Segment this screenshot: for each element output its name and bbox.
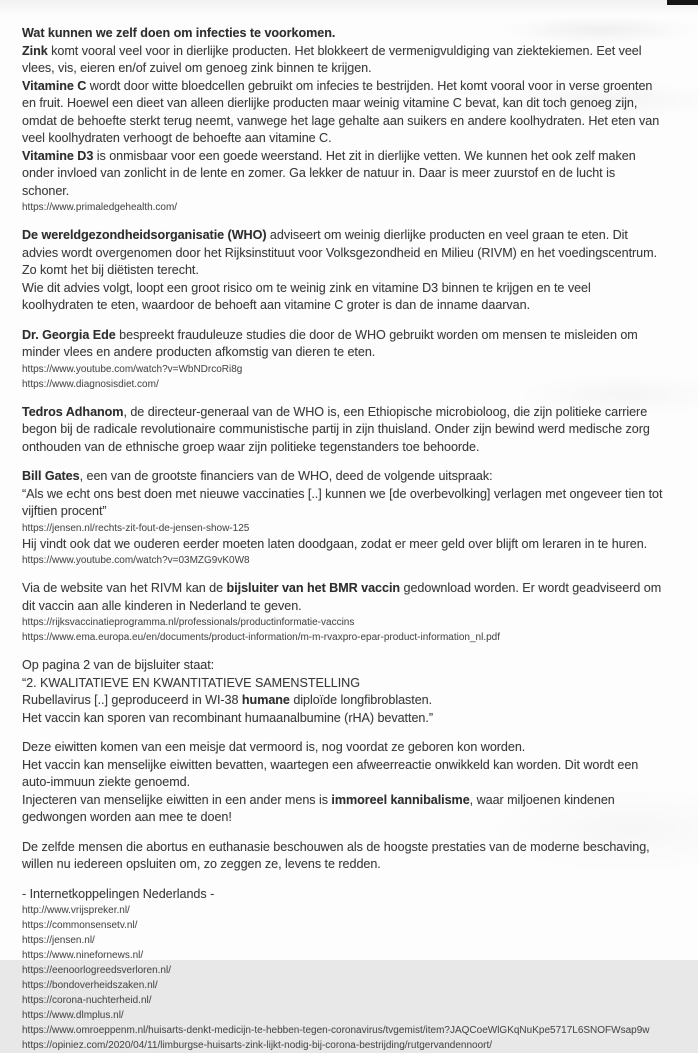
url-text: https://eenoorlogreedsverloren.nl/ <box>22 963 664 978</box>
paragraph <box>22 692 664 710</box>
url-text: https://www.dlmplus.nl/ <box>22 1008 664 1023</box>
paragraph <box>22 43 664 78</box>
body-text: , waar miljoenen kindenen gedwongen worden aan mee te doen! <box>22 793 615 825</box>
bold-text: humane <box>242 693 290 707</box>
body-text: diploïde longfibroblasten. <box>290 693 432 707</box>
body-text: Het vaccin kan sporen van recombinant humaanalbumine (rHA) bevatten.” <box>22 711 433 725</box>
body-text: Het vaccin kan menselijke eiwitten bevatten, waartegen een afweerreactie onwikkeld kan worden. Dit wordt een auto-immuun ziekte genoemd. <box>22 758 638 790</box>
paragraph <box>22 739 664 757</box>
block-georgia-ede <box>22 327 664 392</box>
body-text: Injecteren van menselijke eiwitten in een ander mens is <box>22 793 331 807</box>
bold-text: Wat kunnen we zelf doen om infecties te voorkomen. <box>22 26 335 40</box>
paragraph <box>22 536 664 554</box>
paragraph <box>22 148 664 201</box>
heading <box>22 25 664 43</box>
body-text: gedownload worden. Er wordt geadviseerd om dit vaccin aan alle kinderen in Nederland te geven. <box>22 581 661 613</box>
paragraph <box>22 792 664 827</box>
paragraph <box>22 657 664 675</box>
block-internetkoppelingen <box>22 886 664 1053</box>
paragraph <box>22 468 664 486</box>
paragraph <box>22 886 664 904</box>
body-text: Deze eiwitten komen van een meisje dat vermoord is, nog voordat ze geboren kon worden. <box>22 740 525 754</box>
url-text: https://www.ninefornews.nl/ <box>22 948 664 963</box>
paragraph <box>22 280 664 315</box>
url-text: https://www.diagnosisdiet.com/ <box>22 377 664 392</box>
block-bmr-vaccin <box>22 580 664 645</box>
url-text: https://www.youtube.com/watch?v=WbNDrcoRi8g <box>22 362 664 377</box>
body-text: - Internetkoppelingen Nederlands - <box>22 887 214 901</box>
url-text: http://www.vrijspreker.nl/ <box>22 903 664 918</box>
paragraph <box>22 710 664 728</box>
body-text: “2. KWALITATIEVE EN KWANTITATIEVE SAMENSTELLING <box>22 676 360 690</box>
block-bijsluiter-citaat <box>22 657 664 727</box>
bold-text: bijsluiter van het BMR vaccin <box>227 581 401 595</box>
block-eiwitten <box>22 739 664 827</box>
block-abortus-euthanasie <box>22 839 664 874</box>
url-text: https://www.omroeppenm.nl/huisarts-denkt-medicijn-te-hebben-tegen-coronavirus/tvgemist/item?JAQCoeWlGKqNuKpe5717L6SNOFWsap9w <box>22 1023 664 1038</box>
bold-text: Zink <box>22 44 48 58</box>
paragraph <box>22 486 664 521</box>
body-text: adviseert om weinig dierlijke producten en veel graan te eten. Dit advies wordt overgenomen door het Rijksinstituut voor Volksgezondheid en Milieu (RIVM) en het voedingscentrum. Zo komt het bij diëtisten terecht. <box>22 228 657 277</box>
url-text: https://www.ema.europa.eu/en/documents/product-information/m-m-rvaxpro-epar-product-information_nl.pdf <box>22 630 664 645</box>
bold-text: Vitamine D3 <box>22 149 93 163</box>
bold-text: immoreel kannibalisme <box>331 793 469 807</box>
body-text: wordt door witte bloedcellen gebruikt om infecies te bestrijden. Het komt vooral voor in verse groenten en fruit. Hoewel een dieet van alleen dierlijke producten maar weinig vitamine C bevat, kan dit toch genoeg zijn, omdat de behoefte sterkt terug neemt, vanwege het lage gehalte aan suikers en andere koolhydraten. Het eten van veel koolhydraten verhoogt de behoefte aan vitamine C. <box>22 79 659 146</box>
body-text: “Als we echt ons best doen met nieuwe vaccinaties [..] kunnen we [de overbevolking] verlagen met ongeveer tien tot vijftien procent” <box>22 487 662 519</box>
url-text: https://www.primaledgehealth.com/ <box>22 200 664 215</box>
block-who-advice <box>22 227 664 315</box>
body-text: Rubellavirus [..] geproduceerd in WI-38 <box>22 693 242 707</box>
body-text: bespreekt frauduleuze studies die door de WHO gebruikt worden om mensen te misleiden om minder vlees en andere producten afkomstig van dieren te eten. <box>22 328 638 360</box>
body-text: Op pagina 2 van de bijsluiter staat: <box>22 658 214 672</box>
body-text: , een van de grootste financiers van de WHO, deed de volgende uitspraak: <box>80 469 493 483</box>
body-text: is onmisbaar voor een goede weerstand. Het zit in dierlijke vetten. We kunnen het ook zelf maken onder invloed van zonlicht in de lente en zomer. Ga lekker de natuur in. Daar is meer zuurstof en de lucht is schoner. <box>22 149 636 198</box>
url-text: https://rijksvaccinatieprogramma.nl/professionals/productinformatie-vaccins <box>22 615 664 630</box>
paragraph <box>22 78 664 148</box>
bold-text: Tedros Adhanom <box>22 405 123 419</box>
paragraph <box>22 757 664 792</box>
url-text: https://opiniez.com/2020/04/11/limburgse-huisarts-zink-lijkt-nodig-bij-corona-bestrijding/rutgervandennoort/ <box>22 1038 664 1053</box>
url-text: https://bondoverheidszaken.nl/ <box>22 978 664 993</box>
url-text: https://jensen.nl/rechts-zit-fout-de-jensen-show-125 <box>22 521 664 536</box>
paragraph <box>22 404 664 457</box>
url-text: https://corona-nuchterheid.nl/ <box>22 993 664 1008</box>
paragraph <box>22 327 664 362</box>
bold-text: De wereldgezondheidsorganisatie (WHO) <box>22 228 266 242</box>
paragraph <box>22 675 664 693</box>
body-text: Via de website van het RIVM kan de <box>22 581 227 595</box>
body-text: Wie dit advies volgt, loopt een groot risico om te weinig zink en vitamine D3 binnen te krijgen en te veel koolhydraten te eten, waardoor de behoeft aan vitamine C groter is dan de inname daarvan. <box>22 281 591 313</box>
paragraph <box>22 580 664 615</box>
block-bill-gates <box>22 468 664 568</box>
body-text: komt vooral veel voor in dierlijke producten. Het blokkeert de vermenigvuldiging van ziektekiemen. Eet veel vlees, vis, eieren en/of zuivel om genoeg zink binnen te krijgen. <box>22 44 642 76</box>
bold-text: Vitamine C <box>22 79 86 93</box>
paragraph <box>22 227 664 280</box>
url-text: https://www.youtube.com/watch?v=03MZG9vK0W8 <box>22 553 664 568</box>
bold-text: Bill Gates <box>22 469 80 483</box>
url-text: https://commonsensetv.nl/ <box>22 918 664 933</box>
block-tedros-adhanom <box>22 404 664 457</box>
bold-text: Dr. Georgia Ede <box>22 328 116 342</box>
body-text: De zelfde mensen die abortus en euthanasie beschouwen als de hoogste prestaties van de moderne beschaving, willen nu iedereen opsluiten om, zo zeggen ze, levens te redden. <box>22 840 650 872</box>
body-text: , de directeur-generaal van de WHO is, een Ethiopische microbioloog, die zijn politieke carriere begon bij de radicale revolutionaire communistische partij in zijn thuisland. Onder zijn bewind werd medische zorg onthouden van de ethnische groep waar zijn politieke tegenstanders toe behoorde. <box>22 405 650 454</box>
paragraph <box>22 839 664 874</box>
url-text: https://jensen.nl/ <box>22 933 664 948</box>
body-text: Hij vindt ook dat we ouderen eerder moeten laten doodgaan, zodat er meer geld over blijft om leraren in te huren. <box>22 537 647 551</box>
block-infection-prevention <box>22 25 664 215</box>
scan-corner-artifact <box>667 0 698 5</box>
